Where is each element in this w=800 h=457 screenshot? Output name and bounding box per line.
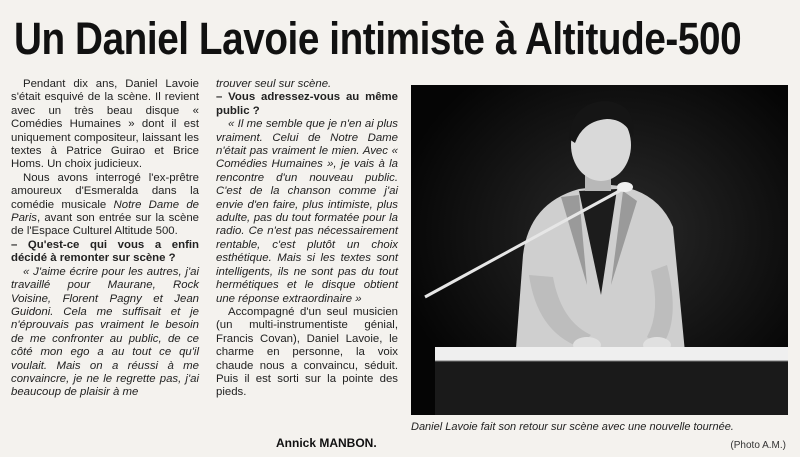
musical-title: Notre Dame de Paris: [11, 198, 199, 225]
article-column-2: [216, 78, 398, 400]
interview-intro-text-b: , avant son entrée sur la scène de l'Espace Culturel Altitude 500.: [11, 212, 199, 238]
answer-1: « J'aime écrire pour les autres, j'ai travaillé pour Maurane, Rock Voisine, Florent Pagny et Jean Guidoni. Cela me suffisait et je n'éprouvais pas vraiment le besoin de me confronter au public, de ce côté mon ego a au tout ce qu'il voulait. Mais on a réussi à me convaincre, je ne le regrette pas, j'ai beaucoup de plaisir à me: [11, 265, 199, 399]
singer-at-piano-illustration: [411, 85, 788, 415]
answer-1-continued: trouver seul sur scène.: [216, 78, 332, 90]
photo-caption: Daniel Lavoie fait son retour sur scène avec une nouvelle tournée.: [411, 421, 734, 433]
article-column-1: [11, 78, 199, 400]
intro-paragraph: Pendant dix ans, Daniel Lavoie s'était esquivé de la scène. Il revient avec un très beau disque « Comédies Humaines » dont il est uniquement compositeur, laissant les textes à Patrice Guirao et Brice Homs. Un choix judicieux.: [11, 78, 199, 171]
author-signature: Annick MANBON.: [276, 436, 377, 450]
photo-credit: (Photo A.M.): [730, 440, 786, 451]
interview-intro-paragraph: [11, 172, 199, 239]
question-2: – Vous adressez-vous au même public ?: [216, 91, 398, 117]
microphone: [617, 182, 633, 192]
headline: Un Daniel Lavoie intimiste à Altitude-500: [14, 13, 742, 64]
interview-intro-text-a: Nous avons interrogé l'ex-prêtre amoureux d'Esmeralda dans la comédie musicale: [11, 171, 199, 211]
piano-keys: [435, 347, 788, 361]
piano-body: [435, 361, 788, 415]
concert-photo: [411, 85, 788, 415]
closing-paragraph: Accompagné d'un seul musicien (un multi-instrumentiste génial, Francis Covan), Daniel Lavoie, le charme en personne, la voix chaude nous a convaincu, séduit. Puis il est sorti sur la pointe des pieds.: [216, 305, 398, 399]
answer-2: « Il me semble que je n'en ai plus vraiment. Celui de Notre Dame n'était pas vraiment le mien. Avec « Comédies Humaines », je vais à la rencontre d'un nouveau public. C'est de la chanson comme j'ai envie d'en faire, plus intimiste, plus adulte, pas du tout formatée pour la radio. Ce n'est pas nécessairement rentable, c'est plutôt un choix esthétique. Mais si les textes sont intelligents, ils ne sont pas du tout hermétiques et le disque obtient une réponse extraordinaire »: [216, 118, 398, 305]
question-1: – Qu'est-ce qui vous a enfin décidé à remonter sur scène ?: [11, 238, 199, 265]
